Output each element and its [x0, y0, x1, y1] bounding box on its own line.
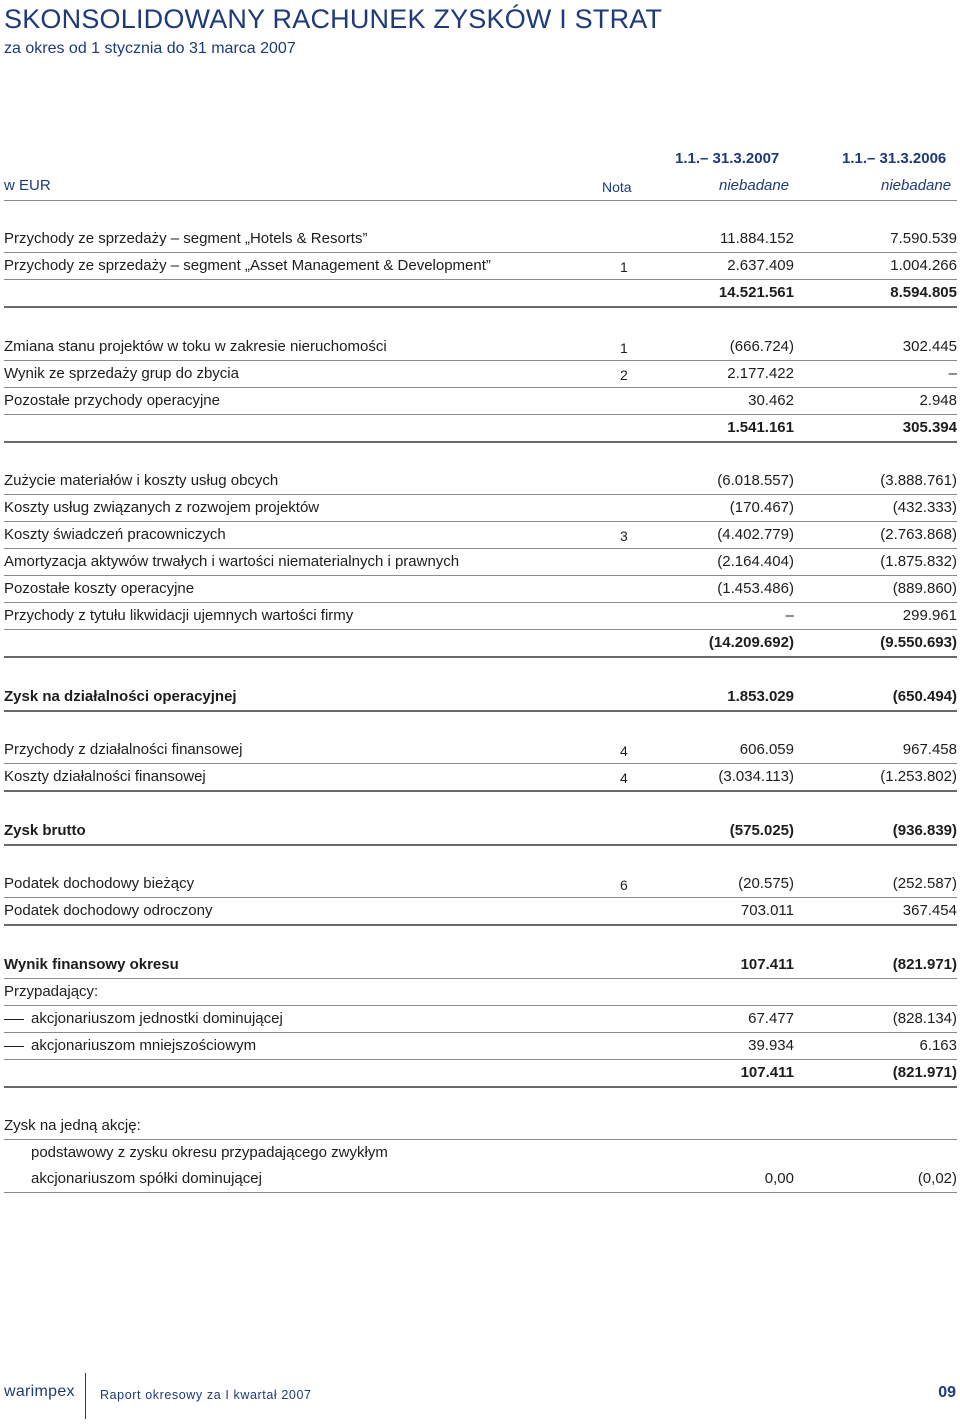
footer-divider: [85, 1373, 86, 1419]
dash-marker: [4, 1019, 24, 1020]
table-row: Przychody z tytułu likwidacji ujemnych wartości firmy – 299.961: [4, 603, 957, 630]
table-row: Przychody ze sprzedaży – segment „Hotels & Resorts” 11.884.152 7.590.539: [4, 226, 957, 253]
header-divider: [4, 200, 957, 201]
operating-result-row: Zysk na działalności operacyjnej 1.853.029 (650.494): [4, 684, 957, 712]
table-row: Koszty działalności finansowej 4 (3.034.113) (1.253.802): [4, 764, 957, 792]
table-row: Pozostałe koszty operacyjne (1.453.486) (889.860): [4, 576, 957, 603]
currency-label: w EUR: [4, 177, 51, 194]
table-row: Przychody z działalności finansowej 4 606.059 967.458: [4, 737, 957, 764]
subtotal-row: 107.411 (821.971): [4, 1060, 957, 1088]
table-row: Podatek dochodowy odroczony 703.011 367.454: [4, 898, 957, 926]
table-row: podstawowy z zysku okresu przypadającego zwykłym: [31, 1144, 388, 1161]
col2-status: niebadane: [881, 177, 952, 194]
gross-profit-row: Zysk brutto (575.025) (936.839): [4, 818, 957, 846]
table-row: Amortyzacja aktywów trwałych i wartości niematerialnych i prawnych (2.164.404) (1.875.832): [4, 549, 957, 576]
subtotal-row: 14.521.561 8.594.805: [4, 280, 957, 308]
table-row: Zmiana stanu projektów w toku w zakresie nieruchomości 1 (666.724) 302.445: [4, 334, 957, 361]
col1-period: 1.1.– 31.3.2007: [675, 150, 780, 167]
table-row: Podatek dochodowy bieżący 6 (20.575) (252.587): [4, 871, 957, 898]
table-row: Przychody ze sprzedaży – segment „Asset Management & Development” 1 2.637.409 1.004.266: [4, 253, 957, 280]
brand-logo: warimpex: [4, 1383, 75, 1400]
table-row: Zużycie materiałów i koszty usług obcych (6.018.557) (3.888.761): [4, 468, 957, 495]
table-row: akcjonariuszom spółki dominującej 0,00 (0,02): [4, 1166, 957, 1193]
table-row: akcjonariuszom mniejszościowym 39.934 6.163: [4, 1033, 957, 1060]
net-result-row: Wynik finansowy okresu 107.411 (821.971): [4, 952, 957, 979]
table-row: Pozostałe przychody operacyjne 30.462 2.948: [4, 388, 957, 415]
table-row: Zysk na jedną akcję:: [4, 1113, 957, 1140]
dash-marker: [4, 1046, 24, 1047]
nota-label: Nota: [602, 179, 632, 195]
page-subtitle: za okres od 1 stycznia do 31 marca 2007: [4, 40, 296, 57]
subtotal-row: 1.541.161 305.394: [4, 415, 957, 443]
col2-period: 1.1.– 31.3.2006: [842, 150, 947, 167]
col1-status: niebadane: [719, 177, 790, 194]
table-row: Przypadający:: [4, 979, 957, 1006]
subtotal-row: (14.209.692) (9.550.693): [4, 630, 957, 658]
report-name: Raport okresowy za I kwartał 2007: [100, 1388, 312, 1402]
table-row: akcjonariuszom jednostki dominującej 67.477 (828.134): [4, 1006, 957, 1033]
page-number: 09: [938, 1384, 956, 1401]
table-row: Koszty usług związanych z rozwojem projektów (170.467) (432.333): [4, 495, 957, 522]
table-row: Koszty świadczeń pracowniczych 3 (4.402.779) (2.763.868): [4, 522, 957, 549]
table-row: Wynik ze sprzedaży grup do zbycia 2 2.177.422 –: [4, 361, 957, 388]
page-title: SKONSOLIDOWANY RACHUNEK ZYSKÓW I STRAT: [4, 4, 663, 34]
